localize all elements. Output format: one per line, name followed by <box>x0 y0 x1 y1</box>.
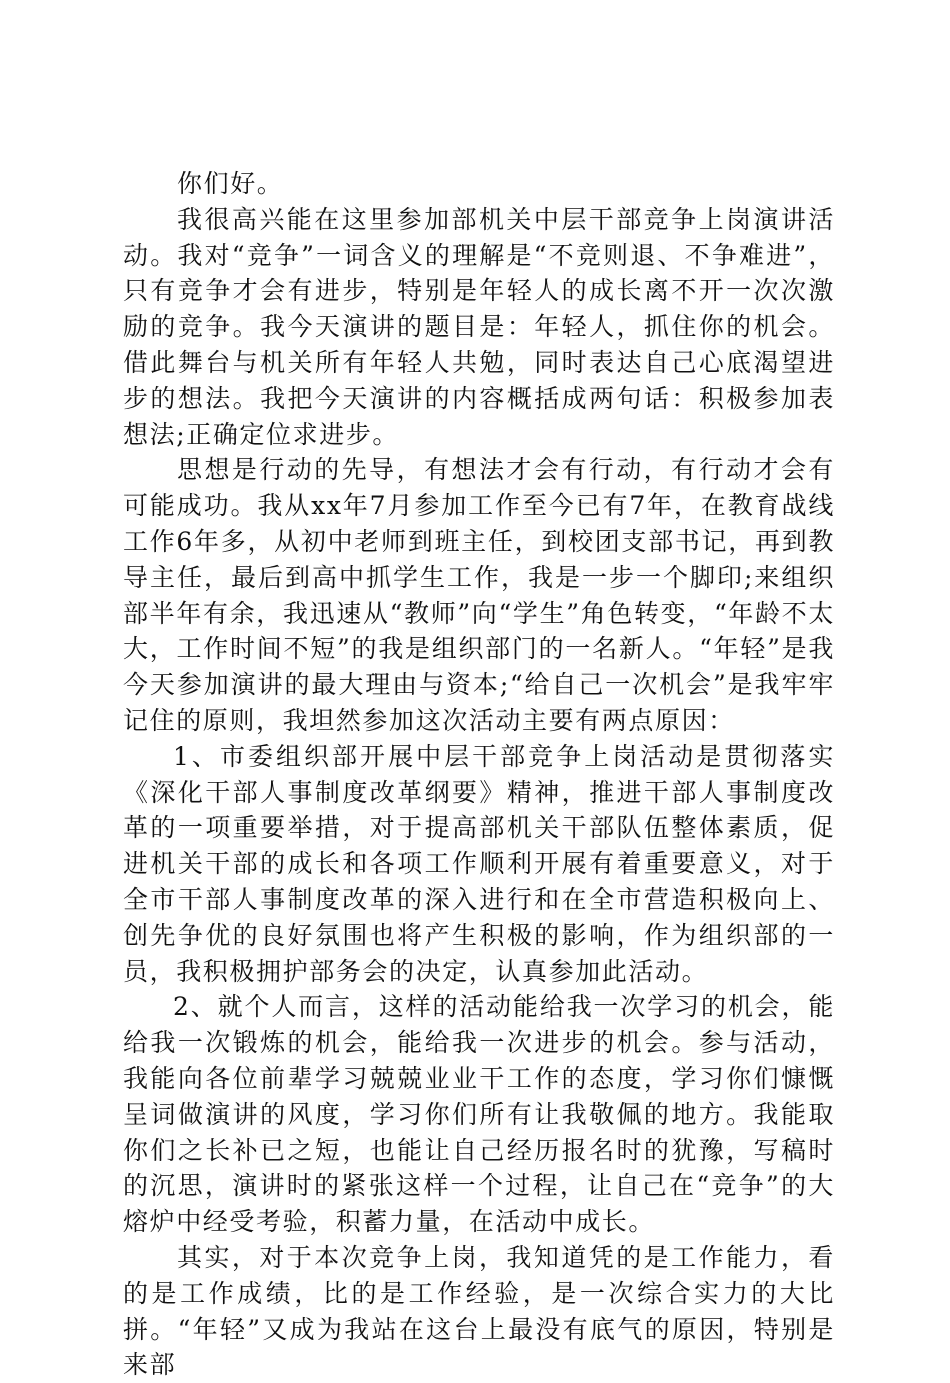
document-body <box>123 166 835 1383</box>
greeting-paragraph: 你们好。 <box>177 169 284 198</box>
reason-two-paragraph: 2、就个人而言，这样的活动能给我一次学习的机会，能给我一次锻炼的机会，能给我一次进步的机会。参与活动，我能向各位前辈学习兢兢业业干工作的态度，学习你们慷慨呈词做演讲的风度，学习你们所有让我敬佩的地方。我能取你们之长补已之短，也能让自己经历报名时的犹豫，写稿时的沉思，演讲时的紧张这样一个过程，让自己在“竞争”的大熔炉中经受考验，积蓄力量，在活动中成长。 <box>123 992 835 1237</box>
intro-paragraph: 我很高兴能在这里参加部机关中层干部竞争上岗演讲活动。我对“竞争”一词含义的理解是“不竞则退、不争难进”，只有竞争才会有进步，特别是年轻人的成长离不开一次次激励的竞争。我今天演讲的题目是：年轻人，抓住你的机会。借此舞台与机关所有年轻人共勉，同时表达自己心底渴望进步的想法。我把今天演讲的内容概括成两句话：积极参加表想法;正确定位求进步。 <box>123 204 835 449</box>
closing-paragraph: 其实，对于本次竞争上岗，我知道凭的是工作能力，看的是工作成绩，比的是工作经验，是一次综合实力的大比拼。“年轻”又成为我站在这台上最没有底气的原因，特别是来部 <box>123 1242 835 1380</box>
motivation-paragraph: 思想是行动的先导，有想法才会有行动，有行动才会有可能成功。我从xx年7月参加工作至今已有7年，在教育战线工作6年多，从初中老师到班主任，到校团支部书记，再到教导主任，最后到高中抓学生工作，我是一步一个脚印;来组织部半年有余，我迅速从“教师”向“学生”角色转变，“年龄不太大，工作时间不短”的我是组织部门的一名新人。“年轻”是我今天参加演讲的最大理由与资本;“给自己一次机会”是我牢牢记住的原则，我坦然参加这次活动主要有两点原因： <box>123 455 835 735</box>
reason-one-paragraph: 1、市委组织部开展中层干部竞争上岗活动是贯彻落实《深化干部人事制度改革纲要》精神，推进干部人事制度改革的一项重要举措，对于提高部机关干部队伍整体素质，促进机关干部的成长和各项工作顺利开展有着重要意义，对于全市干部人事制度改革的深入进行和在全市营造积极向上、创先争优的良好氛围也将产生积极的影响，作为组织部的一员，我积极拥护部务会的决定，认真参加此活动。 <box>123 741 835 986</box>
